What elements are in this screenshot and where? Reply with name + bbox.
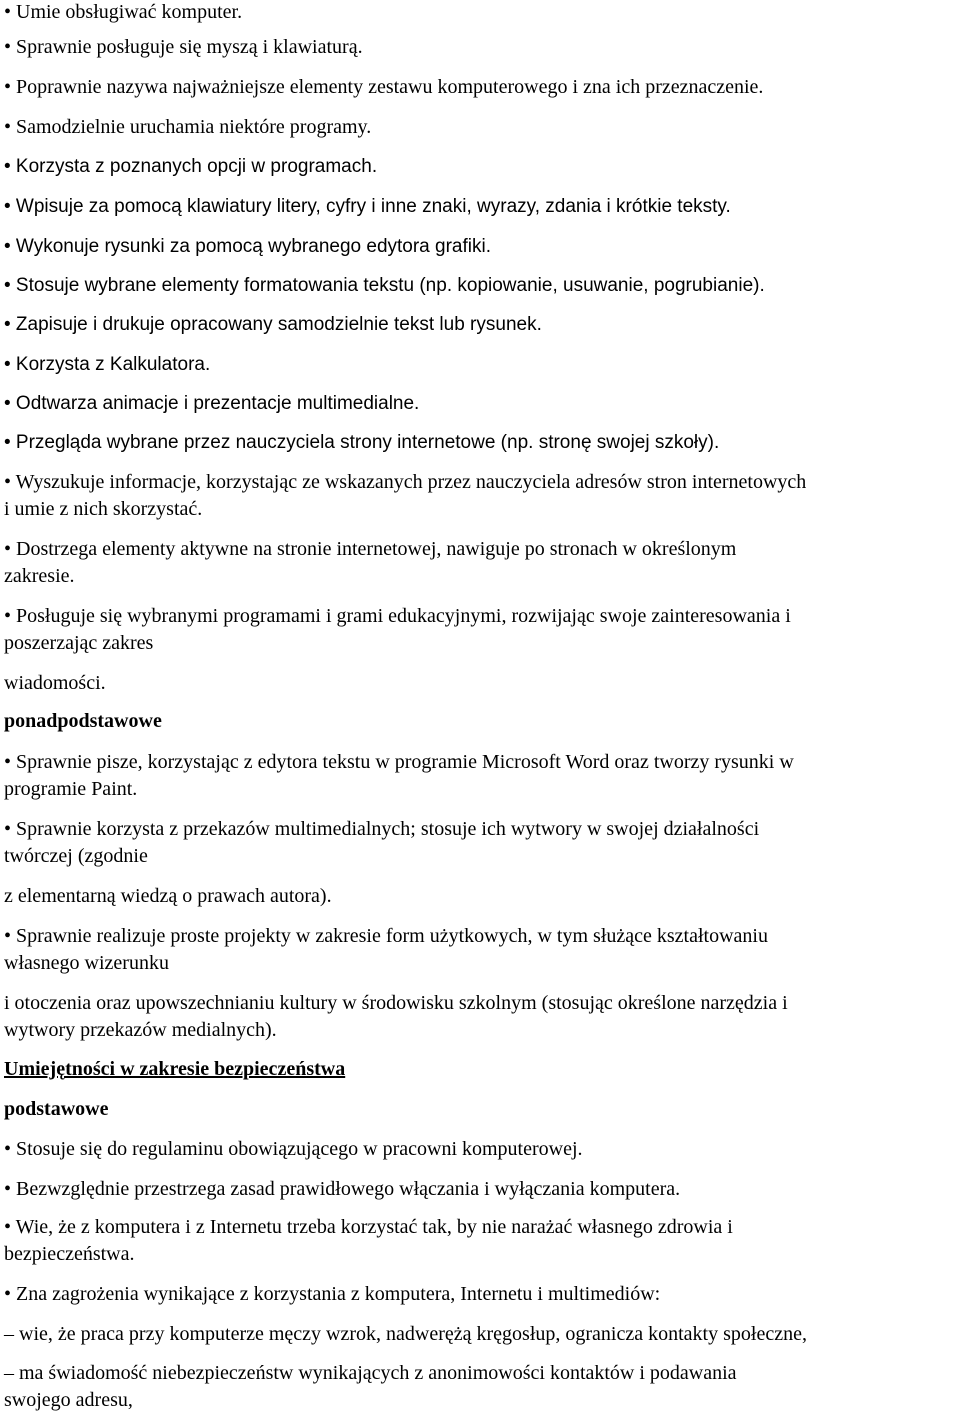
skill-item: • Posługuje się wybranymi programami i grami edukacyjnymi, rozwijając swoje zainteresowania i — [4, 605, 791, 627]
skill-item: • Dostrzega elementy aktywne na stronie internetowej, nawiguje po stronach w określonym — [4, 538, 737, 560]
skill-item: • Sprawnie pisze, korzystając z edytora tekstu w programie Microsoft Word oraz tworzy rysunki w — [4, 751, 794, 773]
skill-item: • Samodzielnie uruchamia niektóre programy. — [4, 116, 372, 138]
skill-item-continuation: zakresie. — [4, 565, 75, 587]
skill-item-continuation: bezpieczeństwa. — [4, 1243, 135, 1265]
skill-item-continuation: wiadomości. — [4, 672, 106, 694]
skill-item: • Korzysta z poznanych opcji w programach. — [4, 156, 378, 177]
skill-item: • Zapisuje i drukuje opracowany samodzielnie tekst lub rysunek. — [4, 314, 542, 335]
skill-item: • Stosuje wybrane elementy formatowania tekstu (np. kopiowanie, usuwanie, pogrubianie). — [4, 275, 765, 296]
section-heading: Umiejętności w zakresie bezpieczeństwa — [4, 1058, 346, 1080]
skill-item-continuation: programie Paint. — [4, 778, 138, 800]
skill-item: • Poprawnie nazywa najważniejsze elementy zestawu komputerowego i zna ich przeznaczenie. — [4, 76, 764, 98]
skill-item-continuation: i umie z nich skorzystać. — [4, 498, 203, 520]
skill-item: • Wyszukuje informacje, korzystając ze wskazanych przez nauczyciela adresów stron internetowych — [4, 471, 807, 493]
section-level-heading: ponadpodstawowe — [4, 710, 162, 732]
skill-item: • Sprawnie posługuje się myszą i klawiaturą. — [4, 36, 363, 58]
skill-item: • Umie obsługiwać komputer. — [4, 1, 243, 23]
sub-item: – ma świadomość niebezpieczeństw wynikających z anonimowości kontaktów i podawania — [4, 1362, 737, 1384]
skill-item: • Wpisuje za pomocą klawiatury litery, cyfry i inne znaki, wyrazy, zdania i krótkie teksty. — [4, 196, 731, 217]
skill-item: • Wykonuje rysunki za pomocą wybranego edytora grafiki. — [4, 236, 491, 257]
skill-item-continuation: własnego wizerunku — [4, 952, 169, 974]
skill-item-continuation: wytwory przekazów medialnych). — [4, 1019, 277, 1041]
skill-item-continuation: z elementarną wiedzą o prawach autora). — [4, 885, 332, 907]
sub-item-continuation: swojego adresu, — [4, 1389, 133, 1411]
section-level-heading: podstawowe — [4, 1098, 109, 1120]
skill-item: • Przegląda wybrane przez nauczyciela strony internetowe (np. stronę swojej szkoły). — [4, 432, 720, 453]
skill-item: • Stosuje się do regulaminu obowiązującego w pracowni komputerowej. — [4, 1138, 583, 1160]
skill-item: • Sprawnie korzysta z przekazów multimedialnych; stosuje ich wytwory w swojej działalności — [4, 818, 760, 840]
sub-item: – wie, że praca przy komputerze męczy wzrok, nadwerężą kręgosłup, ogranicza kontakty społeczne, — [4, 1323, 807, 1345]
skill-item: • Sprawnie realizuje proste projekty w zakresie form użytkowych, w tym służące kształtowaniu — [4, 925, 768, 947]
skill-item: • Zna zagrożenia wynikające z korzystania z komputera, Internetu i multimediów: — [4, 1283, 661, 1305]
skill-item: • Bezwzględnie przestrzega zasad prawidłowego włączania i wyłączania komputera. — [4, 1178, 681, 1200]
skill-item: • Wie, że z komputera i z Internetu trzeba korzystać tak, by nie narażać własnego zdrowia i — [4, 1216, 733, 1238]
skill-item: • Odtwarza animacje i prezentacje multimedialne. — [4, 393, 420, 414]
skill-item: • Korzysta z Kalkulatora. — [4, 354, 211, 375]
skill-item-continuation: i otoczenia oraz upowszechnianiu kultury w środowisku szkolnym (stosując określone narzędzia i — [4, 992, 788, 1014]
skill-item-continuation: poszerzając zakres — [4, 632, 154, 654]
skill-item-continuation: twórczej (zgodnie — [4, 845, 148, 867]
